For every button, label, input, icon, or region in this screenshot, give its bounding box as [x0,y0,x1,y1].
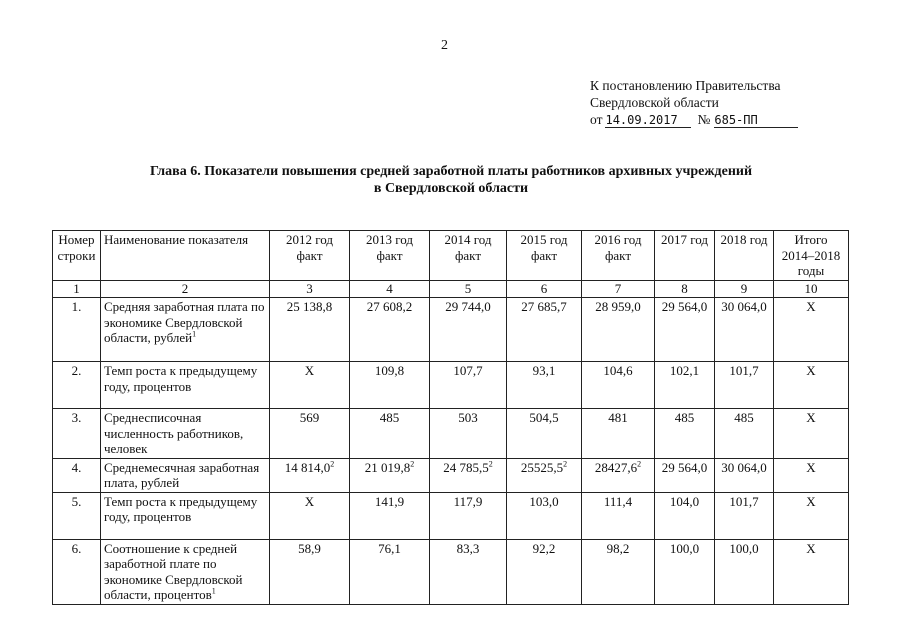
value-cell [715,362,774,409]
value-cell [430,539,507,604]
value-cell [507,492,582,539]
indicators-table [52,230,849,605]
table-row [53,298,849,362]
footnote-marker: 2 [330,459,335,469]
cell-value: 27 685,7 [521,299,567,314]
footnote-marker: 2 [410,459,415,469]
table-row [53,409,849,459]
value-cell [774,492,849,539]
column-number-cell: 10 [774,281,849,298]
value-cell [582,539,655,604]
indicator-name: Темп роста к предыдущему году, процентов [104,363,258,394]
cell-value: 485 [674,410,695,425]
table-row [53,492,849,539]
cell-value: 117,9 [453,493,483,509]
approval-line-3 [590,111,798,128]
cell-value: 58,9 [298,540,321,556]
column-number-cell: 2 [101,281,270,298]
approval-line-2: Свердловской области [590,95,719,110]
table-row [53,458,849,492]
value-cell [715,492,774,539]
cell-value: Х [806,299,816,314]
cell-value: Х [806,540,816,556]
cell-value: 14 814,0 [284,459,331,475]
cell-value: 569 [299,410,320,425]
value-cell [270,409,350,459]
cell-value: 27 608,2 [366,299,413,314]
cell-value: 29 564,0 [661,299,708,314]
value-cell [430,409,507,459]
header-cell-row-number: Номер строки [53,231,101,281]
cell-value: 24 785,5 [443,459,489,475]
column-number-cell: 6 [507,281,582,298]
value-cell [774,362,849,409]
cell-value: 29 564,0 [661,459,708,475]
value-cell [270,539,350,604]
cell-value: 100,0 [669,540,700,556]
footnote-marker: 1 [192,329,197,339]
value-cell [430,362,507,409]
indicator-name: Темп роста к предыдущему году, процентов [104,493,258,524]
cell-value: Х [806,459,816,475]
cell-value: 104,0 [669,493,700,509]
value-cell [270,458,350,492]
row-number-cell: 3. [53,409,101,459]
header-cell-2017: 2017 год [655,231,715,281]
page-number: 2 [441,38,448,53]
value-cell [715,539,774,604]
cell-value: 503 [458,410,478,425]
indicator-name: Среднемесячная заработная плата, рублей [104,459,260,490]
cell-value: 28 959,0 [595,299,641,314]
value-cell [507,458,582,492]
value-cell [430,458,507,492]
indicator-name: Средняя заработная плата по экономике Свердловской области, рублей [104,299,265,345]
value-cell [655,492,715,539]
indicator-name-cell [101,298,270,362]
value-cell [507,409,582,459]
approval-block [590,77,798,128]
table-row [53,539,849,604]
header-cell-indicator-name: Наименование показателя [101,231,270,281]
row-number-cell: 1. [53,298,101,362]
cell-value: 111,4 [603,493,633,509]
cell-value: 76,1 [378,540,401,556]
column-number-cell: 9 [715,281,774,298]
value-cell [655,539,715,604]
indicator-name: Среднесписочная численность работников, человек [104,410,244,456]
value-cell [350,458,430,492]
footnote-marker: 2 [563,459,568,469]
indicator-name-cell [101,539,270,604]
value-cell [715,298,774,362]
title-line-2: в Свердловской области [373,181,529,196]
document-title [52,163,850,197]
cell-value: Х [304,493,315,509]
value-cell [715,458,774,492]
cell-value: 30 064,0 [721,299,767,314]
value-cell [270,362,350,409]
value-cell [430,492,507,539]
value-cell [507,539,582,604]
value-cell [270,492,350,539]
header-cell-2016: 2016 год факт [582,231,655,281]
column-number-cell: 3 [270,281,350,298]
value-cell [507,298,582,362]
value-cell [655,409,715,459]
value-cell [430,298,507,362]
cell-value: 485 [734,410,754,425]
value-cell [774,458,849,492]
indicator-name-cell [101,458,270,492]
value-cell [350,539,430,604]
indicator-name-cell [101,492,270,539]
cell-value: 101,7 [729,363,759,378]
header-cell-2018: 2018 год [715,231,774,281]
column-number-cell: 1 [53,281,101,298]
value-cell [655,458,715,492]
footnote-marker: 2 [488,459,493,469]
cell-value: 100,0 [729,540,759,556]
approval-number-sign: № [697,112,711,127]
cell-value: 28427,6 [594,459,638,475]
header-cell-total: Итого 2014–2018 годы [774,231,849,281]
indicator-name-cell [101,409,270,459]
row-number-cell: 6. [53,539,101,604]
header-cell-2012: 2012 год факт [270,231,350,281]
table-header-row [53,231,849,281]
title-line-1: Глава 6. Показатели повышения средней заработной платы работников архивных учреждений [149,164,753,179]
value-cell [582,298,655,362]
cell-value: 92,2 [532,540,556,556]
value-cell [774,298,849,362]
cell-value: 25 138,8 [286,299,333,314]
column-number-cell: 5 [430,281,507,298]
column-number-cell: 4 [350,281,430,298]
footnote-marker: 2 [637,459,642,469]
approval-date: 14.09.2017 [605,113,691,128]
cell-value: Х [806,363,816,378]
value-cell [507,362,582,409]
cell-value: 504,5 [529,410,559,425]
cell-value: 103,0 [529,493,559,509]
value-cell [582,458,655,492]
table-row [53,362,849,409]
cell-value: 102,1 [669,363,700,378]
value-cell [774,539,849,604]
cell-value: Х [806,493,816,509]
approval-number: 685-ПП [714,113,798,128]
cell-value: 93,1 [532,363,556,378]
cell-value: 109,8 [374,363,405,378]
header-cell-2013: 2013 год факт [350,231,430,281]
cell-value: 141,9 [374,493,405,509]
cell-value: 83,3 [456,540,480,556]
column-number-row [53,281,849,298]
approval-line-1: К постановлению Правительства [590,78,781,93]
cell-value: Х [304,363,315,378]
cell-value: 25525,5 [520,459,564,475]
value-cell [582,409,655,459]
row-number-cell: 4. [53,458,101,492]
value-cell [582,362,655,409]
cell-value: 104,6 [603,363,633,378]
row-number-cell: 5. [53,492,101,539]
value-cell [715,409,774,459]
footnote-marker: 1 [211,586,216,596]
value-cell [655,362,715,409]
cell-value: 29 744,0 [445,299,491,314]
cell-value: 21 019,8 [364,459,411,475]
value-cell [774,409,849,459]
indicator-name: Соотношение к средней заработной плате по экономике Свердловской области, процентов [104,540,243,602]
value-cell [582,492,655,539]
value-cell [350,409,430,459]
value-cell [270,298,350,362]
column-number-cell: 7 [582,281,655,298]
cell-value: 30 064,0 [721,459,767,475]
cell-value: Х [806,410,816,425]
value-cell [350,298,430,362]
header-cell-2015: 2015 год факт [507,231,582,281]
approval-from-label: от [590,112,603,127]
indicator-name-cell [101,362,270,409]
cell-value: 485 [379,410,400,425]
cell-value: 107,7 [453,363,483,378]
row-number-cell: 2. [53,362,101,409]
value-cell [350,492,430,539]
column-number-cell: 8 [655,281,715,298]
value-cell [655,298,715,362]
value-cell [350,362,430,409]
cell-value: 98,2 [606,540,630,556]
header-cell-2014: 2014 год факт [430,231,507,281]
cell-value: 481 [608,410,628,425]
cell-value: 101,7 [729,493,759,509]
